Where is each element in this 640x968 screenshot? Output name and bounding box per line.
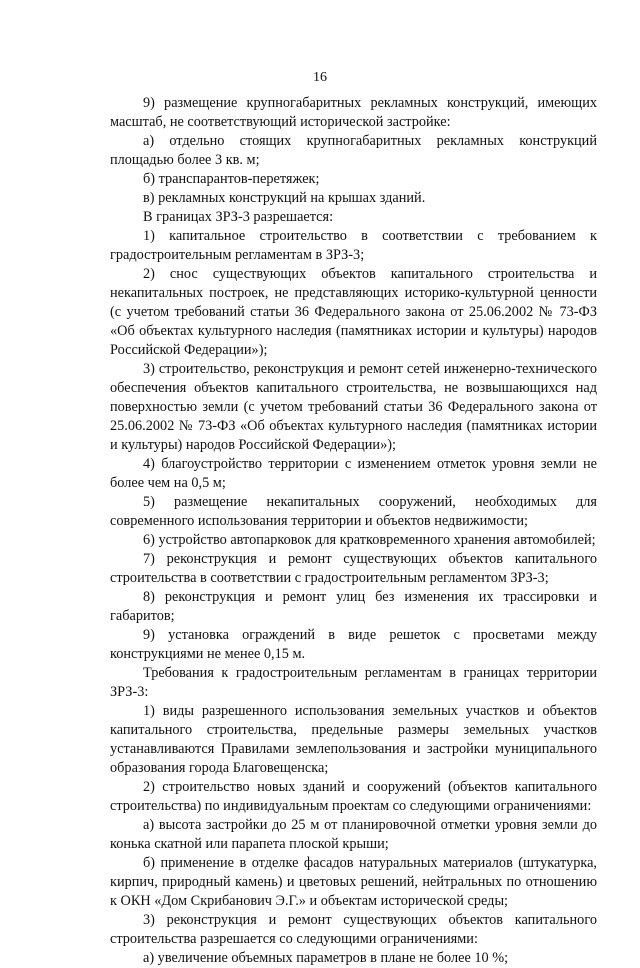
paragraph: 3) реконструкция и ремонт существующих объектов капитального строительства разрешается со следующими ограничениями: xyxy=(110,912,597,947)
paragraph: б) транспарантов-перетяжек; xyxy=(143,171,320,187)
paragraph: 2) строительство новых зданий и сооружений (объектов капитального строительства) по индивидуальным проектам со следующими ограничениями: xyxy=(110,779,597,814)
document-body xyxy=(110,94,597,968)
paragraph: б) применение в отделке фасадов натуральных материалов (штукатурка, кирпич, природный камень) и цветовых решений, нейтральных по отношению к ОКН «Дом Скрибанович Э.Г.» и объектам исторической среды; xyxy=(110,855,597,909)
paragraph: 7) реконструкция и ремонт существующих объектов капитального строительства в соответствии с градостроительным регламентом ЗРЗ-3; xyxy=(110,551,597,586)
paragraph: 4) благоустройство территории с изменением отметок уровня земли не более чем на 0,5 м; xyxy=(110,456,597,491)
paragraph: В границах ЗРЗ-3 разрешается: xyxy=(143,209,334,225)
paragraph: а) отдельно стоящих крупногабаритных рекламных конструкций площадью более 3 кв. м; xyxy=(110,133,597,168)
paragraph: 2) снос существующих объектов капитального строительства и некапитальных построек, не представляющих историко-культурной ценности (с учетом требований статьи 36 Федерального закона от 25.06.2002 № 73-ФЗ «Об объектах культурного наследия (памятниках истории и культуры) народов Российской Федерации»); xyxy=(110,266,597,358)
paragraph: а) высота застройки до 25 м от планировочной отметки уровня земли до конька скатной или парапета плоской крыши; xyxy=(110,817,597,852)
paragraph: в) рекламных конструкций на крышах зданий. xyxy=(143,190,426,206)
paragraph: 9) размещение крупногабаритных рекламных конструкций, имеющих масштаб, не соответствующий исторической застройке: xyxy=(110,95,597,130)
paragraph: Требования к градостроительным регламентам в границах территории ЗРЗ-3: xyxy=(110,665,597,700)
paragraph: 9) установка ограждений в виде решеток с просветами между конструкциями не менее 0,15 м. xyxy=(110,627,597,662)
paragraph: а) увеличение объемных параметров в плане не более 10 %; xyxy=(143,950,509,966)
paragraph: 1) капитальное строительство в соответствии с требованием к градостроительным регламентам в ЗРЗ-3; xyxy=(110,228,597,263)
page-number: 16 xyxy=(313,70,327,85)
paragraph: 6) устройство автопарковок для кратковременного хранения автомобилей; xyxy=(143,532,596,548)
paragraph: 5) размещение некапитальных сооружений, необходимых для современного использования территории и объектов недвижимости; xyxy=(110,494,597,529)
paragraph: 8) реконструкция и ремонт улиц без изменения их трассировки и габаритов; xyxy=(110,589,597,624)
paragraph: 1) виды разрешенного использования земельных участков и объектов капитального строительства, предельные размеры земельных участков устанавливаются Правилами землепользования и застройки муниципального образования города Благовещенска; xyxy=(110,703,597,776)
paragraph: 3) строительство, реконструкция и ремонт сетей инженерно-технического обеспечения объектов капитального строительства, не возвышающихся над поверхностью земли (с учетом требований статьи 36 Федерального закона от 25.06.2002 № 73-ФЗ «Об объектах культурного наследия (памятниках истории и культуры) народов Российской Федерации»); xyxy=(110,361,597,453)
